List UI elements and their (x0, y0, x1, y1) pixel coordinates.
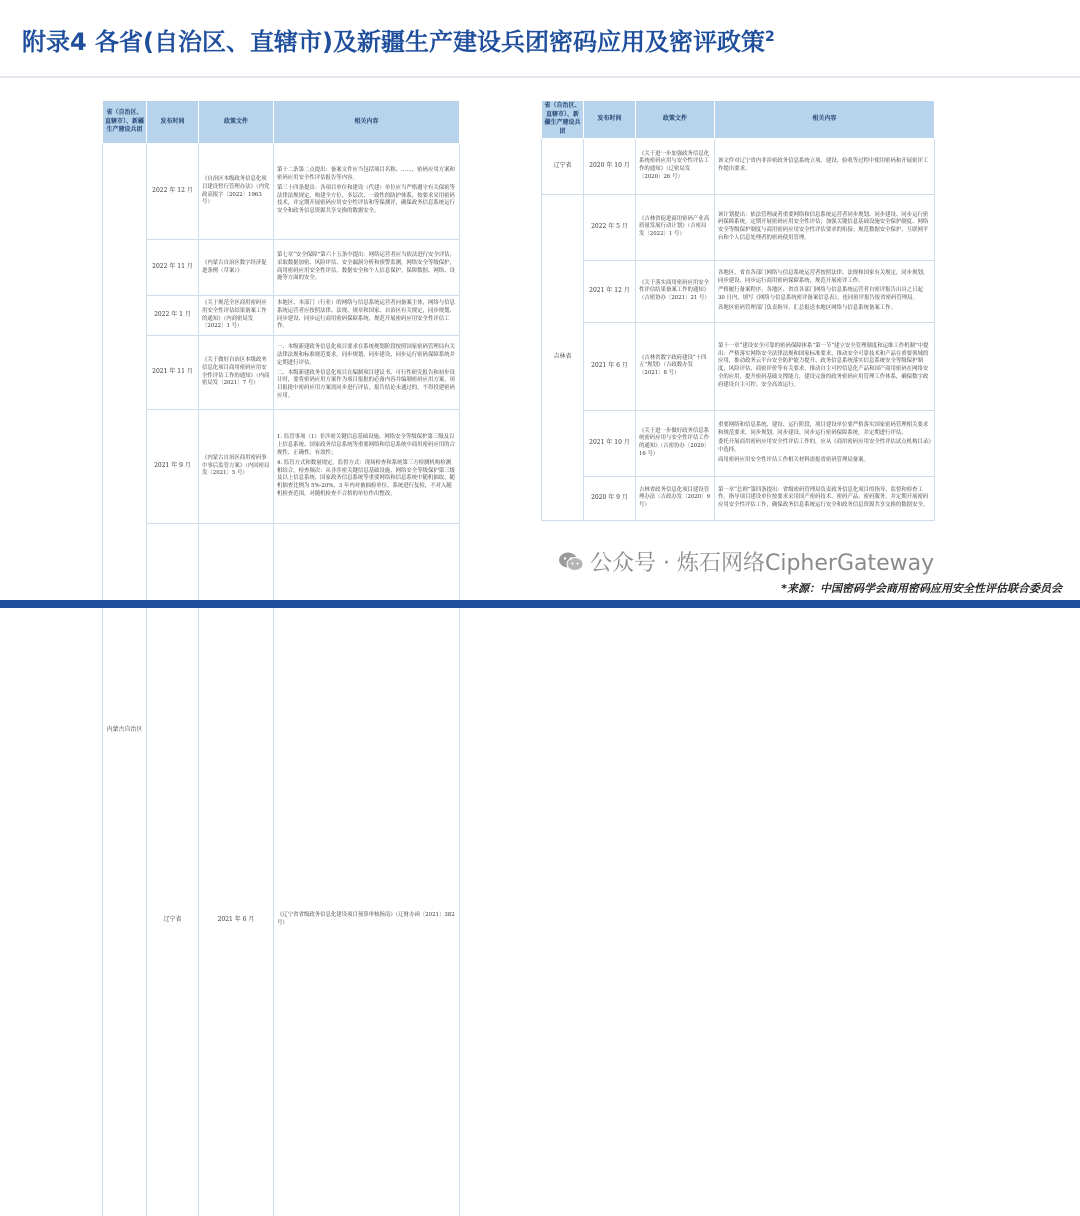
content-paragraph: 各地区密码管理部门负责指导、汇总报送本地区网络与信息系统备案工作。 (718, 305, 931, 313)
region-cell: 内蒙古自治区 (103, 144, 147, 1216)
header-doc: 政策文件 (636, 101, 715, 139)
content-paragraph: 4. 监管方式和数量规定。监督方式：现场检查和系统第三方检测机构检测相结合，检查频次：从非涉密关键信息基础设施、网络安全等级保护第三级及以上信息系统、国家政务信息系统等重要网络和信息系统中随机抽取，随机抽查比例为 5%-20%，3 年内对被抽检单位、系统进行复检，不对入随机检查范围，对随机检查不合格的单位作出整改。 (277, 460, 456, 499)
footnote-marker: 2 (765, 29, 775, 45)
content-cell (715, 260, 935, 322)
table-row (542, 410, 935, 476)
content-paragraph: 该文件对辽宁省内非涉密政务信息系统立项、建设、验收等过程中使用密码和开展密评工作提出要求。 (718, 158, 931, 174)
content-cell (715, 410, 935, 476)
header-region: 省（自治区、直辖市）、新疆生产建设兵团 (103, 101, 147, 144)
region-cell: 吉林省 (542, 194, 584, 520)
watermark (558, 546, 934, 577)
content-paragraph: 本地区、本部门（行业）的网络与信息系统运营者向备案主体，网络与信息系统运营者应按照法律、法规、规章和国家、自治区有关规定，同步规划、同步建设、同步运行商用密码保障系统，规范开展密码应用安全性评估工作。 (277, 300, 456, 331)
header-region: 省（自治区、直辖市）、新疆生产建设兵团 (542, 101, 584, 139)
policy-doc-cell: 《关于进一步加强政务信息化系统密码应用与安全性评估工作的通知》（辽密局发〔2020〕26 号） (636, 138, 715, 194)
content-cell (715, 322, 935, 410)
content-paragraph: 委托开展商用密码应用安全性评估工作的，应从《商用密码应用安全性评估试点机构目录》中选择。 (718, 439, 931, 455)
header-date: 发布时间 (584, 101, 636, 139)
content-paragraph: 第十一章“建设安全可靠的密码保障体系”第一节“建立安全管理制度和运维工作机制”中提出：严格落实网络安全法律法规和国家标准要求，推动安全可靠技术和产品在重要领域的应用，推动政务云平台安全防护能力提升、政务信息系统落实信息系统安全等级保护制度、风险评估、商密评价等有关要求，推动自主可控信息化产品和国产商用密码在网络安全的应用，提升密码基础支撑能力，建设完备的政务密码应用管理工作体系，确保数字政府建设自主可控、安全高效运行。 (718, 343, 931, 390)
content-paragraph: 各地区、省直各部门网络与信息系统运营者按照法律、法规和国家有关规定，同步规划、同步建设、同步运行商用密码保障系统，规范开展密评工作。 (718, 270, 931, 286)
date-cell: 2021 年 6 月 (199, 524, 274, 1216)
content-cell (274, 144, 460, 240)
content-paragraph: 1. 监管事项（1）非涉密关键信息基础设施、网络安全等级保护第三级及以上信息系统、国家政务信息系统等重要网络和信息系统中商用密码应用的合规性、正确性、有效性； (277, 434, 456, 457)
date-cell: 2021 年 6 月 (584, 322, 636, 410)
table-row (103, 296, 460, 336)
table-row (542, 260, 935, 322)
policy-doc-cell: 吉林省政务信息化项目建设管理办法（吉政办发〔2020〕9 号） (636, 476, 715, 520)
table-row (103, 144, 460, 240)
wechat-icon (558, 551, 584, 573)
content-cell (715, 194, 935, 260)
content-paragraph: 第十二条第二点提出：备案文件应当包括项目名称、……，密码应用方案和密码应用安全性评估报告等内容。 (277, 167, 456, 183)
header-content: 相关内容 (715, 101, 935, 139)
page-title (22, 22, 775, 57)
date-cell: 2021 年 10 月 (584, 410, 636, 476)
date-cell: 2022 年 12 月 (147, 144, 199, 240)
table-row (103, 336, 460, 410)
policy-doc-cell: 《内蒙古自治区数字经济促进条例（草案）》 (199, 240, 274, 296)
date-cell: 2022 年 11 月 (147, 240, 199, 296)
content-paragraph: 商用密码应用安全性评估工作相关材料需报省密码管理局备案。 (718, 457, 931, 465)
policy-doc-cell: 《自治区本级政务信息化项目建设暂行管理办法》（内党政高报字〔2022〕1963 号） (199, 144, 274, 240)
header-content: 相关内容 (274, 101, 460, 144)
policy-doc-cell: 《关于做好自治区本级政务信息化项目商用密码应用安全性评估工作的通知》（内商密局发〔2021〕7 号） (199, 336, 274, 410)
policy-doc-cell: 《内蒙古自治区商用密码事中事后监管方案》（内国密局发〔2021〕5 号） (199, 410, 274, 524)
right-policy-table (541, 100, 935, 521)
table-row (542, 322, 935, 410)
table-row (542, 138, 935, 194)
date-cell: 2022 年 5 月 (584, 194, 636, 260)
content-paragraph: 二、本级新建政务信息化项目在编制项目建议书、可行性研究报告和初步设计时，要将密码应用方案作为项目报批的必备内容并编制密码应用方案。项目报批中密码应用方案需同步进行评估，报告结论未通过的，不得投建密码应用。 (277, 370, 456, 401)
policy-doc-cell: 《吉林省数字政府建设“十四五”规划》（吉政数办发〔2021〕8 号） (636, 322, 715, 410)
date-cell: 2020 年 9 月 (584, 476, 636, 520)
header-date: 发布时间 (147, 101, 199, 144)
source-note: *来源：中国密码学会商用密码应用安全性评估联合委员会 (781, 580, 1062, 596)
watermark-text: 公众号 · 炼石网络CipherGateway (590, 546, 934, 577)
header-doc: 政策文件 (199, 101, 274, 144)
bottom-accent-bar (0, 600, 1080, 608)
content-cell (715, 476, 935, 520)
table-row (103, 524, 460, 1216)
date-cell: 2022 年 1 月 (147, 296, 199, 336)
policy-doc-cell: 《关于落实商用密码应用安全性评估结果备案工作的通知》（吉密协办〔2021〕21 号） (636, 260, 715, 322)
table-row (542, 476, 935, 520)
policy-doc-cell: 《关于规范全区商用密码应用安全性评估结果备案工作的通知》（内商密局发〔2022〕1 号） (199, 296, 274, 336)
content-cell (274, 240, 460, 296)
date-cell: 2021 年 12 月 (584, 260, 636, 322)
title-divider (0, 76, 1080, 78)
content-cell (274, 336, 460, 410)
content-paragraph: 该计划提出：依法管理或者重要网络和信息系统运营者同步规划、同步建设、同步运行密码保障系统，定期开展密码应用安全性评估；加强关键信息基础设施安全保护制度、网络安全等级保护制度与商用密码应用安全性评估要求的衔接；规范数据安全保护、互联网平台和个人信息处理者的密码使用管理。 (718, 212, 931, 243)
table-header-row (542, 101, 935, 139)
policy-doc-cell: 《辽宁省省级政务信息化建设项目预算审核指南》（辽财办函〔2021〕382 号） (274, 524, 460, 1216)
content-paragraph: 严格履行备案程序。各地区、省直各部门网络与信息系统运营者自密评报告出具之日起 30 日内，填写《网络与信息系统密评备案信息表》，连同密评报告报省密码管理局。 (718, 287, 931, 303)
content-cell (715, 138, 935, 194)
date-cell: 2021 年 11 月 (147, 336, 199, 410)
policy-doc-cell: 《吉林省促进商用密码产业高质量发展行动计划》（吉密局发〔2022〕1 号） (636, 194, 715, 260)
date-cell: 2020 年 10 月 (584, 138, 636, 194)
table-row (103, 240, 460, 296)
table-row (542, 194, 935, 260)
page-title-text: 附录4 各省(自治区、直辖市)及新疆生产建设兵团密码应用及密评政策 (22, 28, 765, 56)
policy-doc-cell: 《关于进一步做好政务信息系统密码应用与安全性评估工作的通知》（吉密协办〔2020〕16 号） (636, 410, 715, 476)
table-row (103, 410, 460, 524)
content-paragraph: 一、本级新建政务信息化项目要求在系统规划阶段按照国家密码管理局有关法律法规和标准规范要求，同步规划、同步建设、同步运行密码保障系统并定期进行评估。 (277, 344, 456, 367)
content-paragraph: 第一章“总则”第四条提出：省级密码管理局负责政务信息化项目的指导、监督和检查工作。指导项目建设单位按要求采用国产密码技术、密码产品、密码服务，并定期开展密码应用安全性评估工作，确保政务信息系统运行安全和政务信息资源共享交换的数据安全。 (718, 487, 931, 510)
table-header-row (103, 101, 460, 144)
date-cell: 2021 年 9 月 (147, 410, 199, 524)
content-paragraph: 第七章“安全保障”第六十五条中提出：网络运营者应当依法进行安全评估，采取数据加密、风险评估、安全漏洞分析和预警监测，网络安全等级保护，商用密码应用安全性评估，数据安全和个人信息保护，保障数据、网络、设施等方面的安全。 (277, 252, 456, 283)
left-policy-table (102, 100, 460, 1216)
content-paragraph: 第三十四条提出：各项目单位和建设（代建）单位应当严格遵守有关保密等法律法规规定，构建全方位、多层次、一致性的防护体系，按要求采用密码技术，并定期开展密码应用安全性评估和等保测评，确保政务信息系统运行安全和政务信息资源共享交换的数据安全。 (277, 185, 456, 216)
region-cell: 辽宁省 (542, 138, 584, 194)
content-paragraph: 重要网络和信息系统、建设、运行阶段，项目建设单位要严格落实国家密码管理相关要求和规范要求，同步规划、同步建设、同步运行密码保障系统，并定期进行评估。 (718, 422, 931, 438)
content-cell (274, 296, 460, 336)
content-cell (274, 410, 460, 524)
region-cell: 辽宁省 (147, 524, 199, 1216)
